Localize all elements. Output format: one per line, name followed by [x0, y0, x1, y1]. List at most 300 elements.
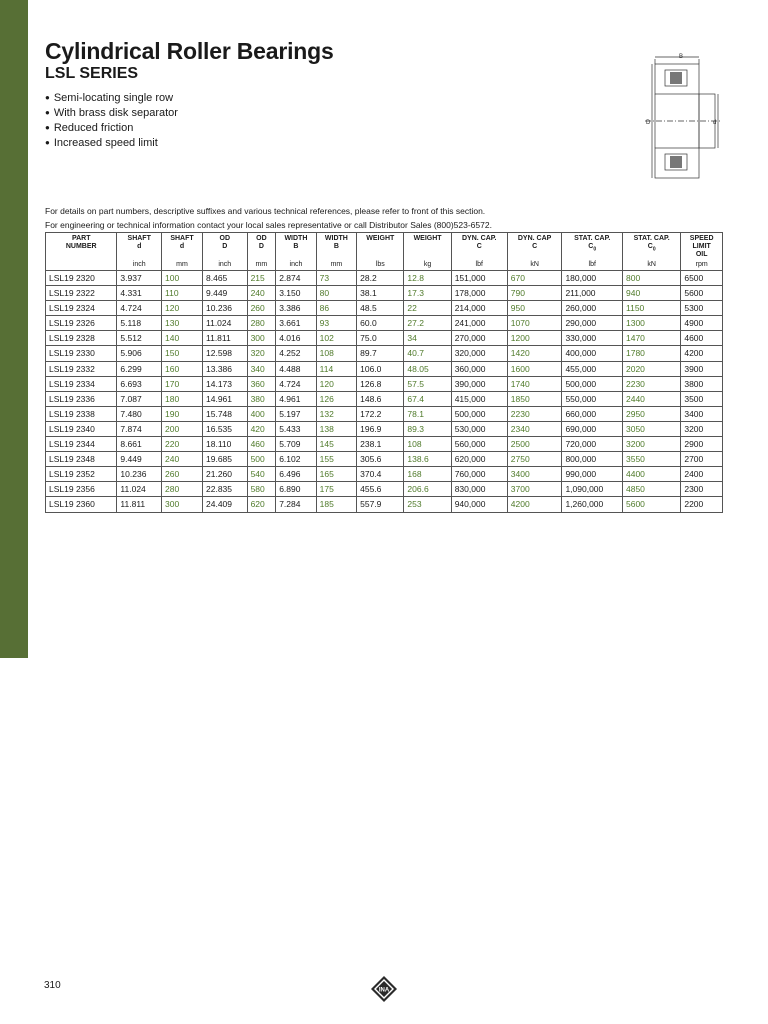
feature-item: ● Reduced friction [45, 121, 178, 136]
unit-label: rpm [681, 259, 723, 271]
column-header [276, 233, 316, 260]
table-cell: 320 [247, 346, 276, 361]
column-header-line: SPEED [689, 235, 714, 242]
table-cell: 4200 [681, 346, 723, 361]
column-header-line: OD [219, 235, 231, 242]
table-cell: 3050 [623, 421, 681, 436]
column-header-line: C [532, 243, 538, 250]
part-number-cell: LSL19 2334 [46, 376, 117, 391]
table-cell: 14.173 [203, 376, 248, 391]
table-cell: 1850 [507, 391, 562, 406]
column-header-line: D [258, 243, 264, 250]
table-cell: 22 [404, 301, 451, 316]
column-header-line: d [137, 243, 142, 250]
table-cell: 4400 [623, 467, 681, 482]
table-cell: 4.961 [276, 391, 316, 406]
table-cell: 75.0 [357, 331, 404, 346]
table-cell: 2230 [507, 406, 562, 421]
table-cell: 260,000 [562, 301, 623, 316]
unit-label: kN [507, 259, 562, 271]
table-cell: 4.724 [276, 376, 316, 391]
table-cell: 260 [247, 301, 276, 316]
table-cell: 2340 [507, 421, 562, 436]
table-cell: 580 [247, 482, 276, 497]
column-header [247, 233, 276, 260]
table-cell: 990,000 [562, 467, 623, 482]
table-cell: 7.480 [117, 406, 162, 421]
table-cell: 500 [247, 452, 276, 467]
column-header [404, 233, 451, 260]
column-header-line: WIDTH [324, 235, 348, 242]
table-cell: 4850 [623, 482, 681, 497]
ina-logo-text: INA [378, 987, 390, 994]
table-cell: 89.7 [357, 346, 404, 361]
table-row [46, 271, 723, 286]
table-cell: 2750 [507, 452, 562, 467]
table-cell: 178,000 [451, 286, 507, 301]
table-cell: 80 [316, 286, 356, 301]
table-cell: 6.693 [117, 376, 162, 391]
table-header-row [46, 233, 723, 260]
table-cell: 22.835 [203, 482, 248, 497]
table-cell: 1600 [507, 361, 562, 376]
table-cell: 690,000 [562, 421, 623, 436]
column-header-line: DYN. CAP. [461, 235, 497, 242]
table-cell: 1,260,000 [562, 497, 623, 512]
table-cell: 1300 [623, 316, 681, 331]
table-cell: 1740 [507, 376, 562, 391]
table-cell: 260 [162, 467, 203, 482]
table-cell: 6.299 [117, 361, 162, 376]
table-cell: 5.197 [276, 406, 316, 421]
table-cell: 1780 [623, 346, 681, 361]
part-number-cell: LSL19 2320 [46, 271, 117, 286]
unit-label: lbf [451, 259, 507, 271]
table-cell: 557.9 [357, 497, 404, 512]
table-cell: 215 [247, 271, 276, 286]
table-cell: 106.0 [357, 361, 404, 376]
table-cell: 3500 [681, 391, 723, 406]
table-cell: 19.685 [203, 452, 248, 467]
table-cell: 3.386 [276, 301, 316, 316]
table-cell: 2020 [623, 361, 681, 376]
table-cell: 60.0 [357, 316, 404, 331]
table-cell: 390,000 [451, 376, 507, 391]
table-cell: 206.6 [404, 482, 451, 497]
table-cell: 150 [162, 346, 203, 361]
table-cell: 18.110 [203, 437, 248, 452]
table-cell: 138.6 [404, 452, 451, 467]
table-cell: 5.433 [276, 421, 316, 436]
table-cell: 3400 [681, 406, 723, 421]
table-units-row [46, 259, 723, 271]
table-cell: 28.2 [357, 271, 404, 286]
unit-label: inch [276, 259, 316, 271]
table-cell: 4.016 [276, 331, 316, 346]
table-cell: 73 [316, 271, 356, 286]
column-header-line: OIL [695, 251, 708, 258]
unit-label: lbf [562, 259, 623, 271]
table-row [46, 437, 723, 452]
table-cell: 27.2 [404, 316, 451, 331]
table-cell: 4200 [507, 497, 562, 512]
table-cell: 340 [247, 361, 276, 376]
table-cell: 12.8 [404, 271, 451, 286]
column-header-line: WEIGHT [413, 235, 442, 242]
unit-label: inch [117, 259, 162, 271]
column-header [357, 233, 404, 260]
table-cell: 57.5 [404, 376, 451, 391]
table-row [46, 286, 723, 301]
table-cell: 2950 [623, 406, 681, 421]
table-cell: 6.102 [276, 452, 316, 467]
table-cell: 7.284 [276, 497, 316, 512]
bearing-cross-section-diagram [642, 50, 722, 190]
part-number-cell: LSL19 2338 [46, 406, 117, 421]
table-cell: 151,000 [451, 271, 507, 286]
table-cell: 620 [247, 497, 276, 512]
table-cell: 3900 [681, 361, 723, 376]
table-cell: 455.6 [357, 482, 404, 497]
table-cell: 4900 [681, 316, 723, 331]
table-cell: 660,000 [562, 406, 623, 421]
table-cell: 170 [162, 376, 203, 391]
table-cell: 2400 [681, 467, 723, 482]
column-header-line: C [476, 243, 482, 250]
table-cell: 11.024 [203, 316, 248, 331]
table-row [46, 406, 723, 421]
table-cell: 40.7 [404, 346, 451, 361]
table-cell: 530,000 [451, 421, 507, 436]
table-cell: 172.2 [357, 406, 404, 421]
column-header [162, 233, 203, 260]
table-cell: 15.748 [203, 406, 248, 421]
note-line: For engineering or technical information contact your local sales representative or call Distributor Sales (800)523-6572. [45, 220, 492, 230]
table-cell: 2500 [507, 437, 562, 452]
column-header-line: $C_0$ [647, 243, 656, 253]
unit-label: kN [623, 259, 681, 271]
table-row [46, 361, 723, 376]
table-cell: 280 [162, 482, 203, 497]
column-header [203, 233, 248, 260]
table-cell: 7.087 [117, 391, 162, 406]
feature-item: ● Semi-locating single row [45, 91, 178, 106]
table-cell: 140 [162, 331, 203, 346]
table-cell: 6.890 [276, 482, 316, 497]
table-cell: 10.236 [203, 301, 248, 316]
table-cell: 380 [247, 391, 276, 406]
table-cell: 5300 [681, 301, 723, 316]
table-cell: 241,000 [451, 316, 507, 331]
table-cell: 6500 [681, 271, 723, 286]
table-cell: 114 [316, 361, 356, 376]
table-cell: 214,000 [451, 301, 507, 316]
table-row [46, 452, 723, 467]
table-cell: 10.236 [117, 467, 162, 482]
table-row [46, 391, 723, 406]
table-cell: 3400 [507, 467, 562, 482]
table-cell: 120 [316, 376, 356, 391]
table-cell: 790 [507, 286, 562, 301]
table-cell: 800,000 [562, 452, 623, 467]
column-header [117, 233, 162, 260]
column-header-line: PART [71, 235, 91, 242]
table-cell: 720,000 [562, 437, 623, 452]
table-cell: 5600 [623, 497, 681, 512]
table-cell: 3200 [623, 437, 681, 452]
table-cell: 760,000 [451, 467, 507, 482]
table-cell: 126 [316, 391, 356, 406]
table-cell: 280 [247, 316, 276, 331]
table-cell: 3.150 [276, 286, 316, 301]
table-cell: 175 [316, 482, 356, 497]
column-header-line: LIMIT [692, 243, 711, 250]
column-header-line: STAT. CAP. [633, 235, 670, 242]
column-header [46, 233, 117, 260]
part-number-cell: LSL19 2340 [46, 421, 117, 436]
table-cell: 11.811 [117, 497, 162, 512]
table-cell: 17.3 [404, 286, 451, 301]
column-header [623, 233, 681, 260]
table-cell: 1200 [507, 331, 562, 346]
table-cell: 4600 [681, 331, 723, 346]
table-cell: 400 [247, 406, 276, 421]
table-cell: 290,000 [562, 316, 623, 331]
diagram-label-inner-d: d [713, 120, 717, 126]
table-cell: 7.874 [117, 421, 162, 436]
table-cell: 11.024 [117, 482, 162, 497]
table-row [46, 482, 723, 497]
column-header [507, 233, 562, 260]
part-number-cell: LSL19 2344 [46, 437, 117, 452]
reference-notes [45, 204, 492, 232]
table-cell: 2230 [623, 376, 681, 391]
unit-label: lbs [357, 259, 404, 271]
table-cell: 13.386 [203, 361, 248, 376]
table-cell: 196.9 [357, 421, 404, 436]
table-cell: 620,000 [451, 452, 507, 467]
unit-label: mm [162, 259, 203, 271]
table-cell: 300 [162, 497, 203, 512]
table-cell: 211,000 [562, 286, 623, 301]
column-header [451, 233, 507, 260]
table-cell: 240 [247, 286, 276, 301]
table-cell: 460 [247, 437, 276, 452]
table-cell: 4.252 [276, 346, 316, 361]
unit-label: kg [404, 259, 451, 271]
bearing-specifications-table [45, 232, 723, 513]
feature-item: ● With brass disk separator [45, 106, 178, 121]
part-number-cell: LSL19 2336 [46, 391, 117, 406]
table-cell: 21.260 [203, 467, 248, 482]
unit-label: inch [203, 259, 248, 271]
table-cell: 160 [162, 361, 203, 376]
table-cell: 2700 [681, 452, 723, 467]
table-cell: 560,000 [451, 437, 507, 452]
table-cell: 34 [404, 331, 451, 346]
table-cell: 168 [404, 467, 451, 482]
table-cell: 145 [316, 437, 356, 452]
column-header-line: B [333, 243, 339, 250]
table-cell: 48.5 [357, 301, 404, 316]
table-cell: 102 [316, 331, 356, 346]
table-cell: 2440 [623, 391, 681, 406]
table-cell: 253 [404, 497, 451, 512]
part-number-cell: LSL19 2330 [46, 346, 117, 361]
table-cell: 138 [316, 421, 356, 436]
part-number-cell: LSL19 2324 [46, 301, 117, 316]
unit-label [46, 259, 117, 271]
table-cell: 1420 [507, 346, 562, 361]
column-header-line: d [179, 243, 185, 250]
column-header-line: SHAFT [127, 235, 151, 242]
table-cell: 200 [162, 421, 203, 436]
part-number-cell: LSL19 2348 [46, 452, 117, 467]
table-cell: 1470 [623, 331, 681, 346]
note-line: For details on part numbers, descriptive suffixes and various technical references, please refer to front of this section. [45, 206, 486, 216]
table-cell: 2300 [681, 482, 723, 497]
table-cell: 5.709 [276, 437, 316, 452]
diagram-label-outer-d: D [646, 120, 651, 126]
table-cell: 126.8 [357, 376, 404, 391]
table-cell: 830,000 [451, 482, 507, 497]
table-cell: 78.1 [404, 406, 451, 421]
column-header-line: SHAFT [170, 235, 194, 242]
table-cell: 89.3 [404, 421, 451, 436]
table-cell: 9.449 [203, 286, 248, 301]
table-cell: 950 [507, 301, 562, 316]
table-cell: 550,000 [562, 391, 623, 406]
table-cell: 400,000 [562, 346, 623, 361]
table-cell: 3550 [623, 452, 681, 467]
table-cell: 5.906 [117, 346, 162, 361]
table-cell: 320,000 [451, 346, 507, 361]
part-number-cell: LSL19 2322 [46, 286, 117, 301]
table-cell: 110 [162, 286, 203, 301]
column-header-line: DYN. CAP [517, 235, 552, 242]
table-cell: 9.449 [117, 452, 162, 467]
table-cell: 14.961 [203, 391, 248, 406]
table-row [46, 376, 723, 391]
table-cell: 93 [316, 316, 356, 331]
diagram-label-b: B [679, 54, 684, 60]
table-cell: 190 [162, 406, 203, 421]
table-cell: 800 [623, 271, 681, 286]
table-row [46, 331, 723, 346]
table-cell: 500,000 [451, 406, 507, 421]
table-cell: 300 [247, 331, 276, 346]
part-number-cell: LSL19 2332 [46, 361, 117, 376]
table-cell: 3200 [681, 421, 723, 436]
table-cell: 940,000 [451, 497, 507, 512]
table-cell: 108 [316, 346, 356, 361]
table-cell: 220 [162, 437, 203, 452]
table-cell: 540 [247, 467, 276, 482]
table-cell: 360,000 [451, 361, 507, 376]
table-cell: 185 [316, 497, 356, 512]
feature-list [45, 91, 178, 151]
table-row [46, 467, 723, 482]
table-cell: 11.811 [203, 331, 248, 346]
table-cell: 500,000 [562, 376, 623, 391]
table-cell: 415,000 [451, 391, 507, 406]
table-cell: 360 [247, 376, 276, 391]
table-row [46, 346, 723, 361]
ina-logo-icon [371, 976, 397, 1002]
table-cell: 67.4 [404, 391, 451, 406]
table-row [46, 316, 723, 331]
page-title: Cylindrical Roller Bearings [45, 38, 334, 64]
table-cell: 455,000 [562, 361, 623, 376]
table-cell: 16.535 [203, 421, 248, 436]
feature-item: ● Increased speed limit [45, 136, 178, 151]
unit-label: mm [247, 259, 276, 271]
table-cell: 3700 [507, 482, 562, 497]
table-cell: 240 [162, 452, 203, 467]
part-number-cell: LSL19 2326 [46, 316, 117, 331]
part-number-cell: LSL19 2328 [46, 331, 117, 346]
table-cell: 305.6 [357, 452, 404, 467]
table-cell: 2200 [681, 497, 723, 512]
table-cell: 8.661 [117, 437, 162, 452]
column-header-line: STAT. CAP. [574, 235, 611, 242]
table-cell: 1,090,000 [562, 482, 623, 497]
series-subtitle: LSL SERIES [45, 65, 139, 82]
column-header-line: B [293, 243, 299, 250]
page-number: 310 [44, 980, 61, 991]
column-header-line: WEIGHT [366, 235, 395, 242]
table-cell: 3800 [681, 376, 723, 391]
table-cell: 148.6 [357, 391, 404, 406]
table-cell: 132 [316, 406, 356, 421]
table-row [46, 301, 723, 316]
table-cell: 940 [623, 286, 681, 301]
table-cell: 1070 [507, 316, 562, 331]
table-cell: 270,000 [451, 331, 507, 346]
table-cell: 180,000 [562, 271, 623, 286]
table-cell: 180 [162, 391, 203, 406]
part-number-cell: LSL19 2356 [46, 482, 117, 497]
table-cell: 5.512 [117, 331, 162, 346]
table-cell: 238.1 [357, 437, 404, 452]
table-cell: 670 [507, 271, 562, 286]
table-cell: 1150 [623, 301, 681, 316]
table-cell: 420 [247, 421, 276, 436]
table-cell: 12.598 [203, 346, 248, 361]
part-number-cell: LSL19 2360 [46, 497, 117, 512]
table-cell: 120 [162, 301, 203, 316]
table-cell: 86 [316, 301, 356, 316]
table-cell: 6.496 [276, 467, 316, 482]
table-cell: 130 [162, 316, 203, 331]
table-cell: 100 [162, 271, 203, 286]
table-cell: 4.724 [117, 301, 162, 316]
table-row [46, 497, 723, 512]
table-cell: 24.409 [203, 497, 248, 512]
column-header [681, 233, 723, 260]
table-row [46, 421, 723, 436]
table-cell: 4.331 [117, 286, 162, 301]
column-header-line: D [222, 243, 228, 250]
table-cell: 330,000 [562, 331, 623, 346]
unit-label: mm [316, 259, 356, 271]
table-cell: 8.465 [203, 271, 248, 286]
part-number-cell: LSL19 2352 [46, 467, 117, 482]
table-cell: 5600 [681, 286, 723, 301]
column-header-line: NUMBER [65, 243, 97, 250]
table-cell: 370.4 [357, 467, 404, 482]
table-cell: 165 [316, 467, 356, 482]
